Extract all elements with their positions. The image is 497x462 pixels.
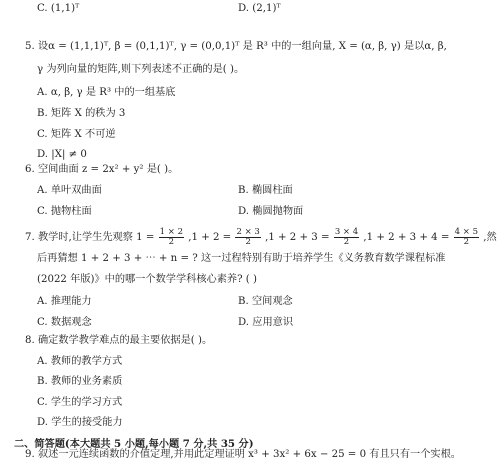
- q7-option-a: A. 推理能力: [37, 296, 92, 307]
- q7-fraction-4: [454, 228, 479, 247]
- q6-option-a: A. 单叶双曲面: [37, 185, 102, 196]
- q7-prefix: 7. 教学时,让学生先观察 1 =: [25, 232, 155, 243]
- q7-option-c: C. 数据观念: [37, 317, 92, 328]
- q6-option-d: D. 椭圆抛物面: [238, 206, 304, 217]
- q7-fraction-1-numerator: 1 × 2: [159, 226, 183, 237]
- q4-option-c: C. (1,1)ᵀ: [37, 3, 80, 14]
- q7-fraction-2: [235, 228, 260, 247]
- q7-fraction-3: [334, 228, 359, 247]
- q7-stem-line2: 后再猜想 1 + 2 + 3 + ⋯ + n = ? 这一过程特别有助于培养学生《义务教育数学课程标准: [37, 253, 446, 264]
- q7-mid-1: ,1 + 2 =: [188, 232, 232, 243]
- q7-fraction-2-numerator: 2 × 3: [236, 226, 260, 237]
- q5-stem-line1: 5. 设α = (1,1,1)ᵀ, β = (0,1,1)ᵀ, γ = (0,0,1)ᵀ 是 R³ 中的一组向量, X = (α, β, γ) 是以α, β,: [25, 41, 447, 52]
- q8-option-a: A. 教师的教学方式: [37, 356, 123, 367]
- q5-option-a: A. α, β, γ 是 R³ 中的一组基底: [37, 87, 176, 98]
- q7-option-b: B. 空间观念: [238, 296, 293, 307]
- q7-fraction-4-numerator: 4 × 5: [454, 226, 478, 237]
- section-2-title: 二、简答题(本大题共 5 小题,每小题 7 分,共 35 分): [14, 438, 254, 450]
- q4-option-d: D. (2,1)ᵀ: [238, 3, 281, 14]
- q7-fraction-4-denominator: 2: [463, 236, 470, 247]
- q9-stem: 9. 叙述一元连续函数的介值定理,并用此定理证明 x³ + 3x² + 6x − 25 = 0 有且只有一个实根。: [25, 449, 461, 460]
- q5-option-d: D. |X| ≠ 0: [37, 149, 87, 160]
- q8-stem: 8. 确定数学教学难点的最主要依据是( )。: [25, 335, 213, 346]
- q7-fraction-1-denominator: 2: [168, 236, 175, 247]
- q7-fraction-2-denominator: 2: [245, 236, 251, 247]
- q8-option-c: C. 学生的学习方式: [37, 397, 123, 408]
- q7-stem-line3: (2022 年版)》中的哪一个数学学科核心素养? ( ): [37, 274, 257, 285]
- q7-option-d: D. 应用意识: [238, 317, 294, 328]
- q5-option-c: C. 矩阵 X 不可逆: [37, 129, 116, 140]
- q7-stem-line1: [25, 227, 497, 249]
- q6-option-b: B. 椭圆柱面: [238, 185, 293, 196]
- q6-option-c: C. 抛物柱面: [37, 206, 92, 217]
- q5-option-b: B. 矩阵 X 的秩为 3: [37, 108, 126, 119]
- q5-stem-line2: γ 为列向量的矩阵,则下列表述不正确的是( )。: [37, 64, 245, 75]
- q6-stem: 6. 空间曲面 z = 2x² + y² 是( )。: [25, 164, 179, 175]
- q7-fraction-1: [159, 228, 184, 247]
- q7-mid-3: ,1 + 2 + 3 + 4 =: [363, 232, 450, 243]
- q7-mid-2: ,1 + 2 + 3 =: [265, 232, 330, 243]
- q7-fraction-3-denominator: 2: [343, 236, 350, 247]
- q7-suffix: ,然: [483, 232, 497, 243]
- q8-option-d: D. 学生的接受能力: [37, 417, 123, 428]
- q8-option-b: B. 教师的业务素质: [37, 376, 123, 387]
- q7-fraction-3-numerator: 3 × 4: [334, 226, 359, 237]
